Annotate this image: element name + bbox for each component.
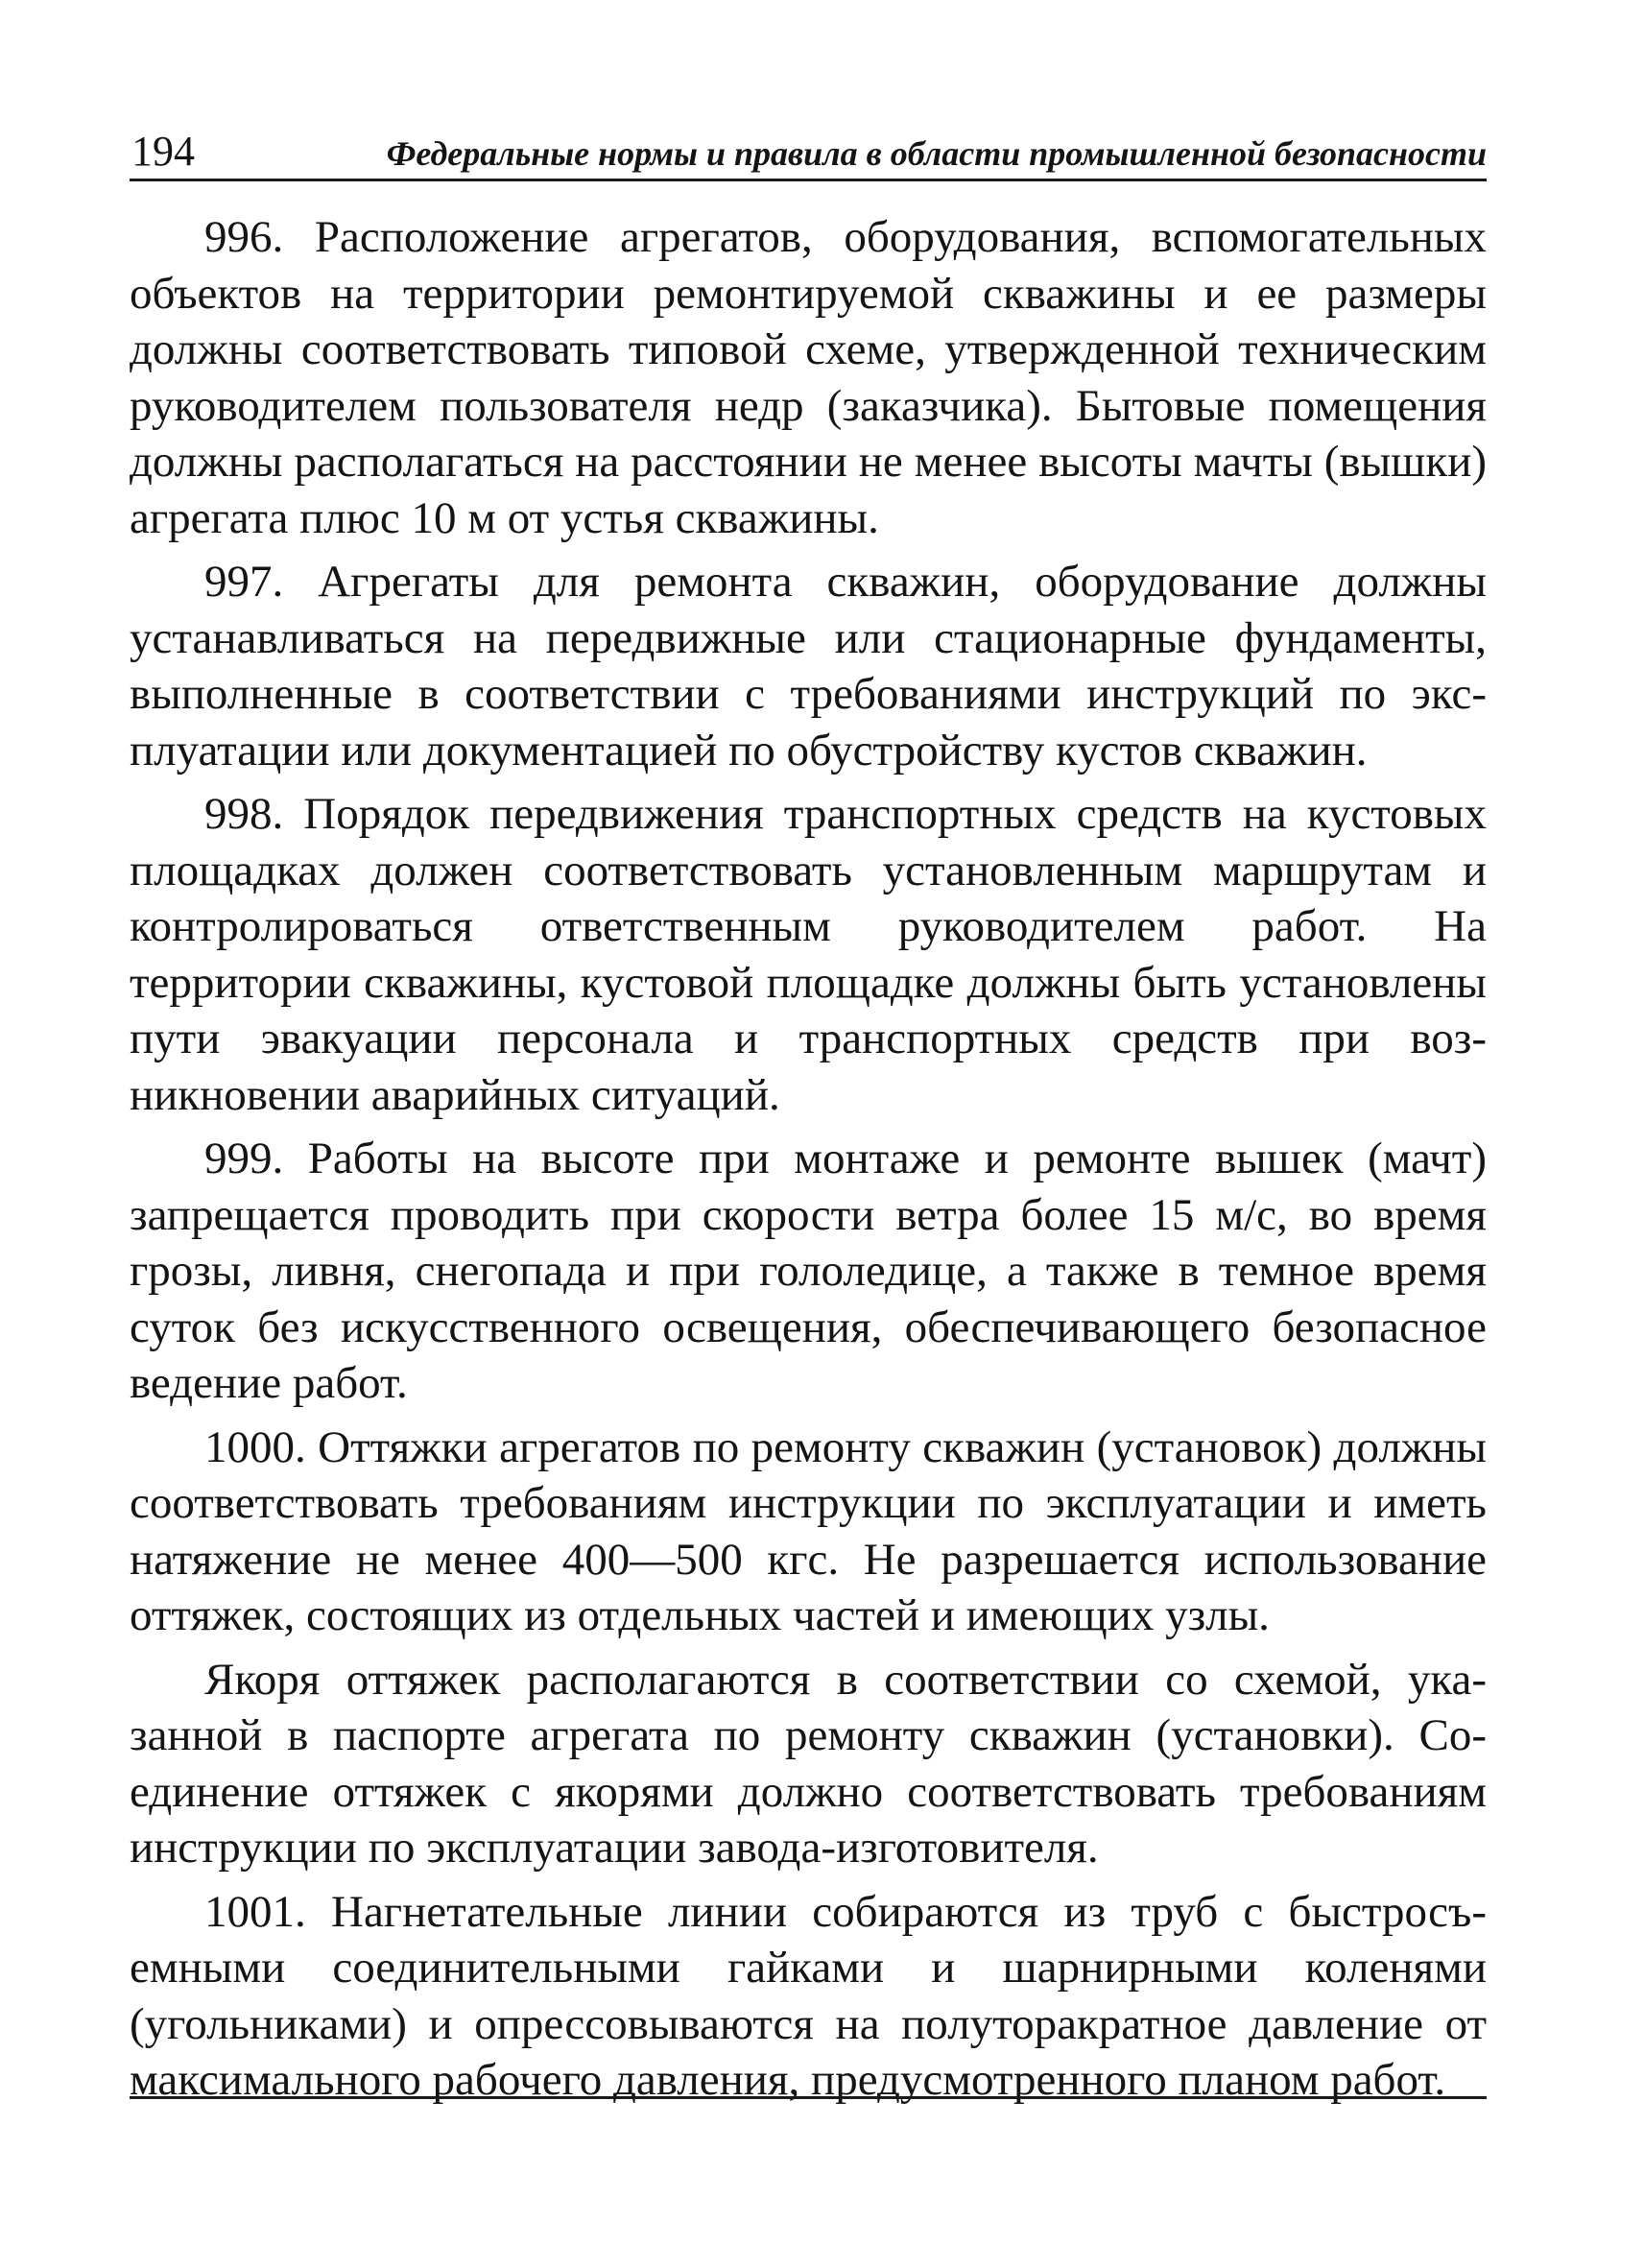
running-header — [130, 125, 1487, 181]
page-number: 194 — [131, 128, 195, 175]
paragraph-1000: 1000. Оттяжки агрегатов по ремонту скважин (установок) должны соответствовать требованиям инструкции по эксплуатации и иметь натяжение не менее 400—500 кгс. Не разрешается использование оттяжек, состоящих из отдельных частей и имеющих узлы. — [130, 1421, 1487, 1640]
paragraph-1001: 1001. Нагнетательные линии собираются из труб с быстросъемными соединительными гайками и шарнирными коленями (угольниками) и опрессовываются на полуторакратное давление от максимального рабочего давления, предусмотренного планом работ. — [130, 1886, 1487, 2105]
paragraph-996: 996. Расположение агрегатов, оборудования, вспомогательных объектов на территории ремонтируемой скважины и ее размеры должны соответствовать типовой схеме, утвержденной техническим руководителем пользователя недр (заказчика). Бытовые помещения должны располагаться на расстоянии не менее высоты мачты (вышки) агрегата плюс 10 м от устья скважины. — [130, 212, 1487, 543]
paragraph-998: 998. Порядок передвижения транспортных средств на кустовых площадках должен соответствовать установленным маршрутам и контролироваться ответственным руководителем работ. На территории скважины, кустовой площадке должны быть установлены пути эвакуации персонала и транспортных средств при возникновении аварийных ситуаций. — [130, 789, 1487, 1120]
paragraph-999: 999. Работы на высоте при монтаже и ремонте вышек (мачт) запрещается проводить при скорости ветра более 15 м/с, во время грозы, ливня, снегопада и при гололедице, а также в темное время суток без искусственного освещения, обеспечивающего безопасное ведение работ. — [130, 1134, 1487, 1408]
paragraph-1000-anchors: Якоря оттяжек располагаются в соответствии со схемой, указанной в паспорте агрегата по ремонту скважин (установки). Соединение оттяжек с якорями должно соответствовать требованиям инструкции по эксплуатации завода-изготовителя. — [130, 1654, 1487, 1873]
paragraph-997: 997. Агрегаты для ремонта скважин, оборудование должны устанавливаться на передвижные или стационарные фундаменты, выполненные в соответствии с требованиями инструкций по эксплуатации или документацией по обустройству кустов скважин. — [130, 557, 1487, 776]
body-text — [130, 209, 1487, 2116]
footer-rule — [130, 2096, 1487, 2099]
running-title: Федеральные нормы и правила в области промышленной безопасности — [386, 134, 1487, 173]
